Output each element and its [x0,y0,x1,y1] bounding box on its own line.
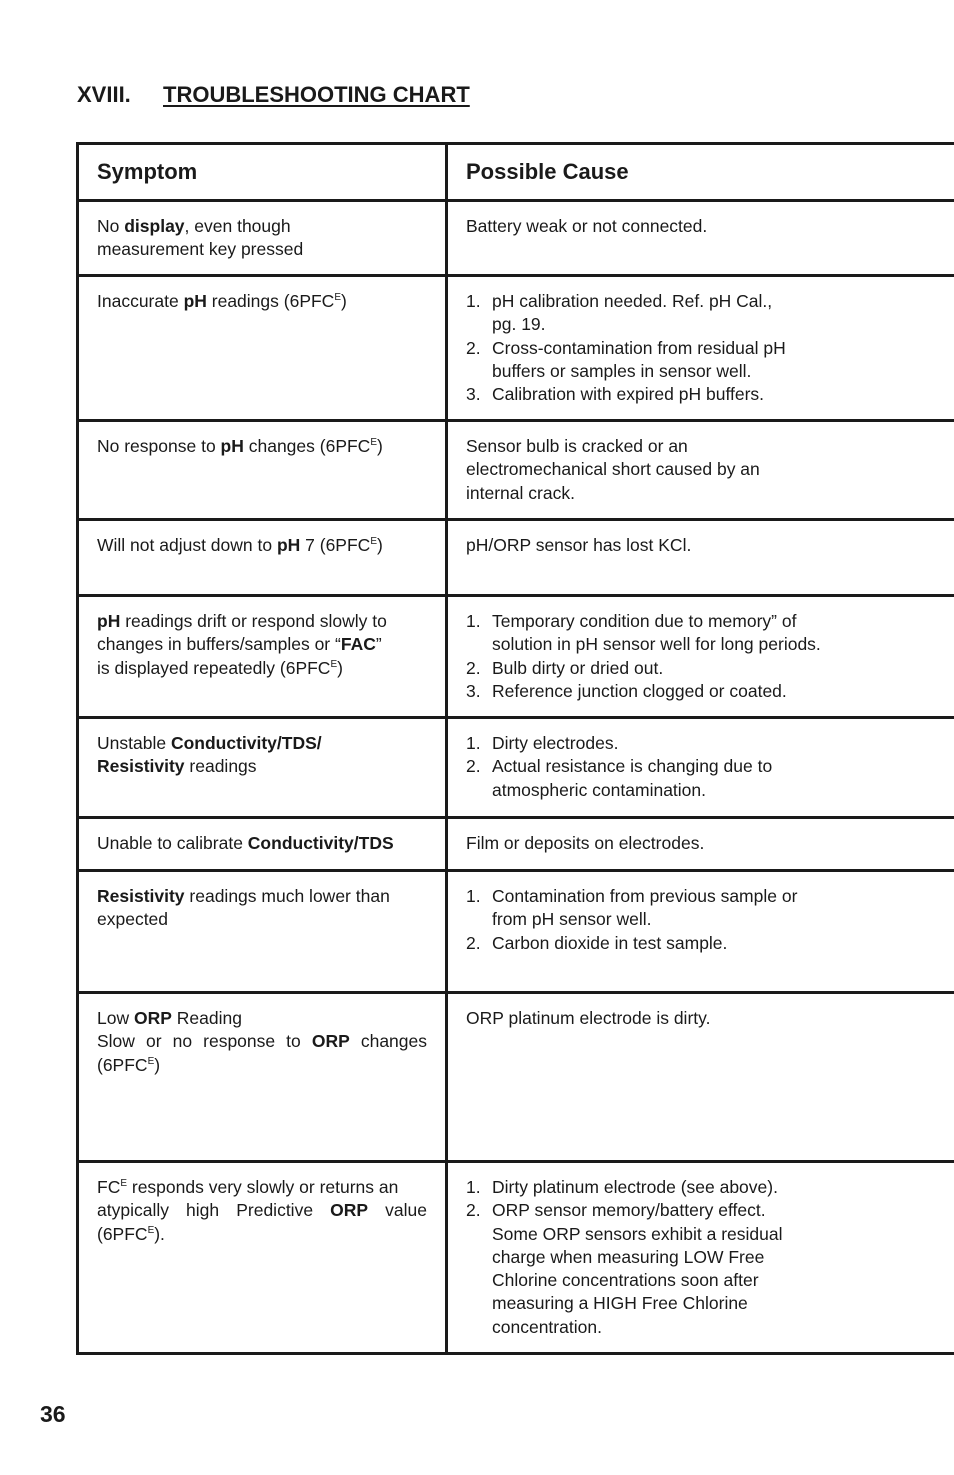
page-number: 36 [40,1401,66,1427]
cause-list-item [466,1176,936,1199]
symptom-text: No [97,216,125,236]
symptom-text: Slow or no response to [97,1031,312,1052]
symptom-cell [78,201,447,276]
cause-list-item [466,732,936,755]
item-number: 1. [466,886,481,906]
symptom-keyword: pH [276,535,301,555]
cause-text: Bulb dirty or dried out. [492,657,664,678]
cause-list-item [466,610,936,657]
table-row [78,201,954,276]
symptom-text: Will not adjust down to [97,535,277,555]
cause-text: solution in pH sensor well for long periods. [492,634,821,655]
symptom-text: expected [97,909,169,930]
symptom-column-header: Symptom [78,144,447,201]
symptom-cell [78,421,447,520]
symptom-text: FC [97,1177,121,1197]
cause-list-item [466,885,936,932]
cause-text: Sensor bulb is cracked or an [466,436,688,456]
cause-list [466,290,936,406]
cause-text: charge when measuring LOW Free [492,1246,765,1267]
symptom-text: readings much lower than [184,886,390,906]
superscript: E [370,437,377,448]
symptom-text: atypically high Predictive [97,1200,331,1221]
symptom-keyword: display [124,216,185,236]
symptom-text: Reading [171,1008,242,1028]
cause-text: Contamination from previous sample or [492,886,798,906]
cause-text: pg. 19. [492,314,546,335]
symptom-keyword: pH [97,611,121,631]
cause-list [466,1176,936,1339]
cause-text: buffers or samples in sensor well. [492,360,752,381]
symptom-text: changes [349,1031,428,1052]
cause-text: ORP sensor memory/battery effect. [492,1200,766,1221]
cause-list-item [466,932,936,955]
table-row [78,596,954,718]
cause-cell [447,871,954,993]
symptom-keyword: Resistivity [97,886,185,906]
table-row [78,520,954,596]
symptom-text: ) [337,657,343,678]
cause-text: Calibration with expired pH buffers. [492,384,765,405]
cause-text: pH/ORP sensor has lost KCl. [466,535,692,555]
cause-text: Battery weak or not connected. [466,216,708,236]
symptom-text: value [368,1200,427,1221]
symptom-text: , even though [184,216,291,236]
symptom-keyword: pH [183,291,207,311]
symptom-text: Inaccurate [97,291,184,311]
table-row [78,1162,954,1354]
cause-list-item [466,337,936,384]
section-number: XVIII. [77,82,131,107]
symptom-text: changes (6PFC [243,436,371,456]
symptom-line [97,1199,427,1222]
cause-cell [447,520,954,596]
troubleshooting-table [76,142,954,1355]
cause-list-item [466,680,936,703]
cause-list [466,610,936,703]
superscript: E [147,1224,155,1236]
symptom-text: ) [377,436,383,456]
cause-cell [447,276,954,421]
cause-text: Dirty platinum electrode (see above). [492,1177,778,1197]
symptom-keyword: ORP [311,1031,350,1052]
symptom-keyword: FAC [340,634,376,655]
item-number: 2. [466,1200,481,1221]
table-row [78,276,954,421]
cause-text: Reference junction clogged or coated. [492,680,787,701]
cause-text: Chlorine concentrations soon after [492,1270,759,1291]
symptom-text: (6PFC [97,1054,148,1075]
cause-text: Carbon dioxide in test sample. [492,932,728,953]
superscript: E [334,292,341,303]
symptom-keyword: Resistivity [97,756,185,777]
item-number: 2. [466,337,481,358]
section-title: TROUBLESHOOTING CHART [163,82,470,107]
symptom-text: measurement key pressed [97,239,304,260]
cause-list-item [466,383,936,406]
item-number: 1. [466,1177,481,1197]
symptom-cell [78,1162,447,1354]
cause-text: Temporary condition due to memory” of [492,611,797,631]
item-number: 2. [466,756,481,777]
superscript: E [120,1178,127,1189]
symptom-cell [78,520,447,596]
symptom-cell [78,718,447,818]
symptom-text: 7 (6PFC [300,535,371,555]
symptom-text: is displayed repeatedly (6PFC [97,657,331,678]
symptom-text: ). [154,1223,165,1244]
cause-text: atmospheric contamination. [492,779,706,800]
cause-cell [447,993,954,1162]
cause-cell [447,421,954,520]
item-number: 1. [466,611,481,631]
cause-text: ORP platinum electrode is dirty. [466,1008,711,1028]
cause-text: Actual resistance is changing due to [492,756,773,777]
symptom-keyword: ORP [330,1200,369,1221]
superscript: E [370,536,377,547]
symptom-cell [78,596,447,718]
table-row [78,718,954,818]
symptom-text: No response to [97,436,221,456]
cause-text: Some ORP sensors exhibit a residual [492,1223,783,1244]
symptom-keyword: Conductivity/TDS [247,833,394,853]
item-number: 2. [466,657,481,678]
cause-text: electromechanical short caused by an [466,459,760,480]
cause-text: Dirty electrodes. [492,733,619,753]
symptom-text: changes in buffers/samples or “ [97,634,341,655]
symptom-cell [78,276,447,421]
superscript: E [147,1055,155,1067]
table-row [78,993,954,1162]
table-row [78,818,954,871]
symptom-text: (6PFC [97,1223,148,1244]
cause-text: concentration. [492,1316,602,1337]
superscript: E [330,658,338,670]
cause-cell [447,818,954,871]
symptom-line [97,1030,427,1053]
symptom-text: ) [154,1054,161,1075]
cause-list [466,732,936,802]
cause-list-item [466,755,936,802]
symptom-cell [78,818,447,871]
cause-column-header: Possible Cause [447,144,954,201]
cause-cell [447,201,954,276]
symptom-text: Low [97,1008,134,1028]
item-number: 1. [466,733,481,753]
cause-text: pH calibration needed. Ref. pH Cal., [492,291,773,311]
table-row [78,871,954,993]
symptom-text: responds very slowly or returns an [127,1177,399,1197]
symptom-text: ) [341,291,347,311]
cause-cell [447,596,954,718]
item-number: 3. [466,384,481,405]
cause-list-item [466,290,936,337]
table-header-row [78,144,954,201]
item-number: 2. [466,932,481,953]
cause-text: measuring a HIGH Free Chlorine [492,1293,748,1314]
cause-cell [447,718,954,818]
cause-list-item [466,1199,936,1339]
item-number: 1. [466,291,481,311]
symptom-text: readings (6PFC [206,291,335,311]
cause-text: from pH sensor well. [492,909,652,930]
symptom-text: ” [375,634,382,655]
cause-cell [447,1162,954,1354]
cause-list [466,885,936,955]
section-heading [77,82,470,108]
cause-text: Cross-contamination from residual pH [492,337,786,358]
symptom-text: readings [184,756,257,777]
symptom-keyword: ORP [133,1008,172,1028]
symptom-text: Unstable [97,733,171,753]
symptom-cell [78,871,447,993]
table-row [78,421,954,520]
item-number: 3. [466,680,481,701]
symptom-text: Unable to calibrate [97,833,248,853]
cause-list-item [466,657,936,680]
symptom-keyword: pH [220,436,244,456]
cause-text: internal crack. [466,482,575,503]
symptom-cell [78,993,447,1162]
cause-text: Film or deposits on electrodes. [466,833,705,853]
symptom-keyword: Conductivity/TDS/ [170,733,322,753]
symptom-text: readings drift or respond slowly to [120,611,387,631]
symptom-text: ) [376,535,383,555]
